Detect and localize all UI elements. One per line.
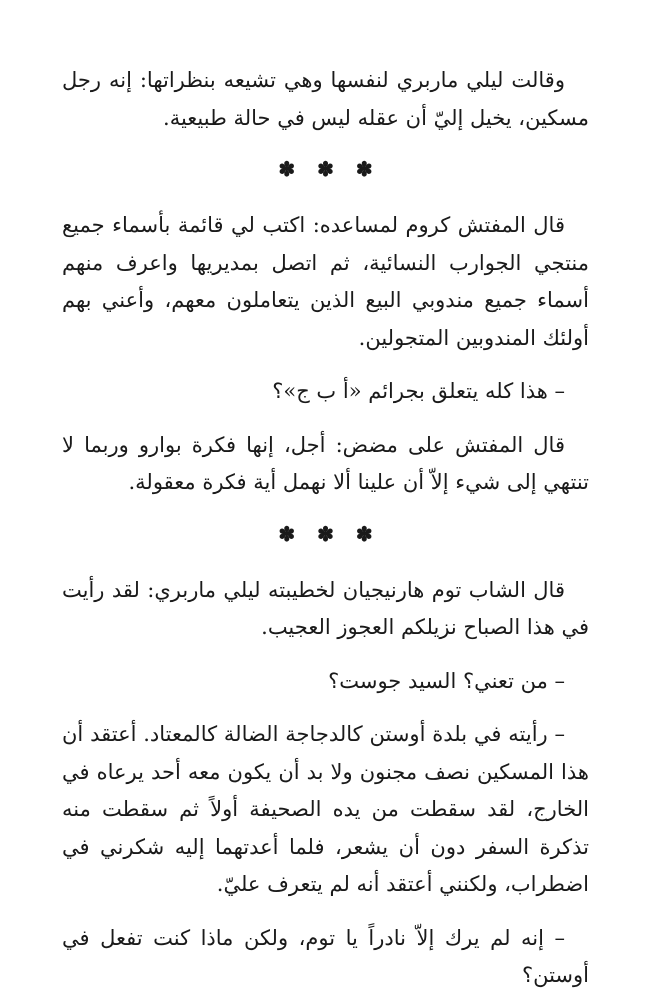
paragraph-tom-remark: قال الشاب توم هارنيجيان لخطيبته ليلي ماربري: لقد رأيت في هذا الصباح نزيلكم العجوز العجيب. [62, 577, 589, 639]
paragraph-lily-remark: وقالت ليلي ماربري لنفسها وهي تشيعه بنظراتها: إنه رجل مسكين، يخيل إليّ أن عقله ليس في حالة طبيعية. [62, 68, 589, 130]
asterism-mark: ✽ [355, 157, 373, 181]
paragraph-lily-question: – إنه لم يرك إلاّ نادراً يا توم، ولكن ماذا كنت تفعل في أوستن؟ [62, 925, 589, 987]
paragraph-inspector-reply: قال المفتش على مضض: أجل، إنها فكرة بوارو وربما لا تنتهي إلى شيء إلاّ أن علينا ألا نهمل أية فكرة معقولة. [62, 432, 589, 494]
asterism-mark: ✽ [278, 157, 296, 181]
paragraph-inspector-instructions: قال المفتش كروم لمساعده: اكتب لي قائمة بأسماء جميع منتجي الجوارب النسائية، ثم اتصل بمديريها واعرف منهم أسماء جميع مندوبي البيع الذين يتعاملون معهم، وأعني بهم أولئك المندوبين المتجولين. [62, 213, 589, 350]
asterism-mark: ✽ [278, 521, 296, 546]
paragraph-dialogue-question: – هذا كله يتعلق بجرائم «أ ب ج»؟ [272, 379, 565, 403]
asterism-mark: ✽ [317, 157, 334, 181]
section-separator [62, 153, 589, 185]
paragraph-tom-story: – رأيته في بلدة أوستن كالدجاجة الضالة كالمعتاد. أعتقد أن هذا المسكين نصف مجنون ولا بد أن يكون معه أحد يرعاه في الخارج، لقد سقطت من يده الصحيفة أولاً ثم سقطت منه تذكرة السفر دون أن يشعر، فلما أعدتهما إليه شكرني في اضطراب، ولكنني أعتقد أنه لم يتعرف عليّ. [62, 722, 589, 896]
paragraph-dialogue-who: – من تعني؟ السيد جوست؟ [328, 668, 565, 693]
asterism-mark: ✽ [355, 521, 373, 546]
section-separator [62, 518, 589, 550]
asterism-mark: ✽ [317, 521, 334, 546]
